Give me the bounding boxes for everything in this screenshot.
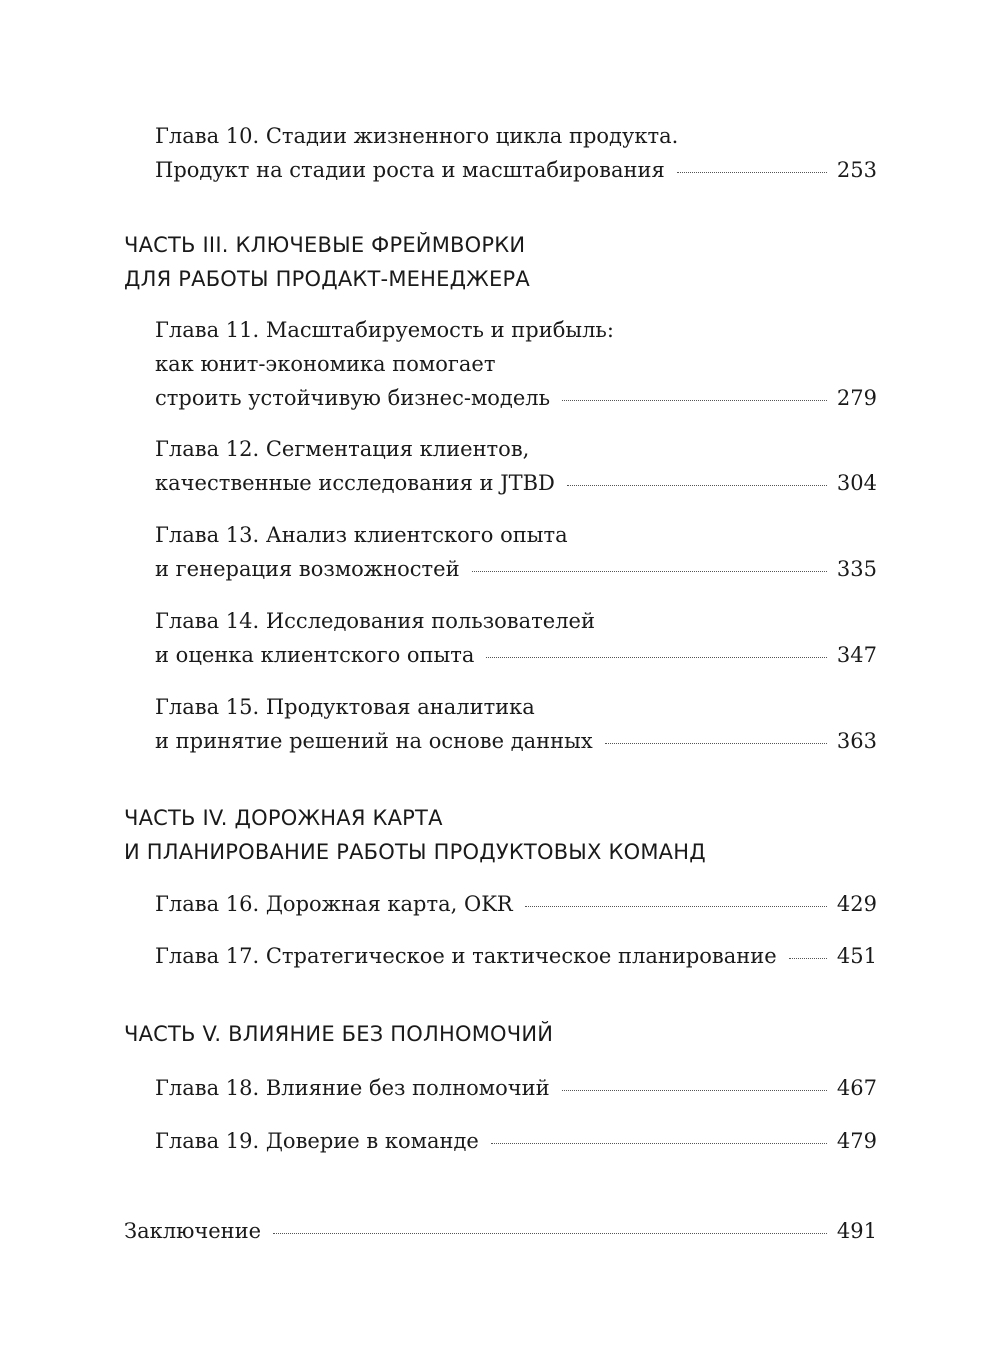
page-number: 429 xyxy=(836,892,877,916)
dot-leader xyxy=(567,485,827,486)
page-number: 491 xyxy=(836,1219,877,1243)
page-number: 304 xyxy=(836,471,877,495)
chapter-title-line: Глава 17. Стратегическое и тактическое планирование xyxy=(155,944,777,968)
chapter-title-line: как юнит-экономика помогает xyxy=(155,352,496,376)
toc-entry-chapter-18[interactable] xyxy=(155,1071,877,1105)
page-number: 279 xyxy=(836,386,877,410)
dot-leader xyxy=(605,743,827,744)
page-number: 335 xyxy=(836,557,877,581)
part-heading-iv xyxy=(124,801,884,869)
dot-leader xyxy=(491,1143,827,1144)
page-number: 467 xyxy=(836,1076,877,1100)
dot-leader xyxy=(525,906,827,907)
toc-entry-chapter-16[interactable] xyxy=(155,887,877,921)
page-number: 479 xyxy=(836,1129,877,1153)
chapter-title-line: Глава 15. Продуктовая аналитика xyxy=(155,695,535,719)
chapter-title-line: Глава 10. Стадии жизненного цикла продукта. xyxy=(155,124,679,148)
dot-leader xyxy=(677,172,827,173)
dot-leader xyxy=(273,1233,827,1234)
page-number: 451 xyxy=(836,944,877,968)
dot-leader xyxy=(562,400,827,401)
toc-entry-chapter-11[interactable] xyxy=(155,313,877,415)
toc-entry-conclusion[interactable] xyxy=(124,1214,877,1248)
chapter-title-line: Глава 18. Влияние без полномочий xyxy=(155,1076,550,1100)
chapter-title-line: и генерация возможностей xyxy=(155,557,460,581)
dot-leader xyxy=(789,958,827,959)
part-heading-v xyxy=(124,1017,884,1051)
part-title-line: И ПЛАНИРОВАНИЕ РАБОТЫ ПРОДУКТОВЫХ КОМАНД xyxy=(124,840,706,864)
page-number: 347 xyxy=(836,643,877,667)
page-number: 363 xyxy=(836,729,877,753)
chapter-title-line: Глава 11. Масштабируемость и прибыль: xyxy=(155,318,614,342)
chapter-title-line: Глава 13. Анализ клиентского опыта xyxy=(155,523,568,547)
part-title-line: ЧАСТЬ V. ВЛИЯНИЕ БЕЗ ПОЛНОМОЧИЙ xyxy=(124,1022,554,1046)
chapter-title-line: строить устойчивую бизнес-модель xyxy=(155,386,551,410)
toc-entry-chapter-13[interactable] xyxy=(155,518,877,586)
toc-entry-chapter-14[interactable] xyxy=(155,604,877,672)
chapter-title-line: Глава 19. Доверие в команде xyxy=(155,1129,479,1153)
dot-leader xyxy=(486,657,826,658)
dot-leader xyxy=(472,571,827,572)
chapter-title-line: Продукт на стадии роста и масштабирования xyxy=(155,158,665,182)
part-heading-iii xyxy=(124,228,884,296)
toc-entry-chapter-15[interactable] xyxy=(155,690,877,758)
part-title-line: ДЛЯ РАБОТЫ ПРОДАКТ-МЕНЕДЖЕРА xyxy=(124,267,530,291)
dot-leader xyxy=(562,1090,827,1091)
toc-entry-chapter-17[interactable] xyxy=(155,939,877,973)
toc-entry-chapter-12[interactable] xyxy=(155,432,877,500)
conclusion-title: Заключение xyxy=(124,1219,262,1243)
chapter-title-line: Глава 16. Дорожная карта, OKR xyxy=(155,892,513,916)
chapter-title-line: и принятие решений на основе данных xyxy=(155,729,593,753)
toc-entry-chapter-10[interactable] xyxy=(155,119,877,187)
part-title-line: ЧАСТЬ IV. ДОРОЖНАЯ КАРТА xyxy=(124,806,443,830)
chapter-title-line: качественные исследования и JTBD xyxy=(155,471,555,495)
chapter-title-line: Глава 14. Исследования пользователей xyxy=(155,609,595,633)
page-number: 253 xyxy=(836,158,877,182)
part-title-line: ЧАСТЬ III. КЛЮЧЕВЫЕ ФРЕЙМВОРКИ xyxy=(124,233,526,257)
chapter-title-line: и оценка клиентского опыта xyxy=(155,643,475,667)
chapter-title-line: Глава 12. Сегментация клиентов, xyxy=(155,437,530,461)
toc-entry-chapter-19[interactable] xyxy=(155,1124,877,1158)
